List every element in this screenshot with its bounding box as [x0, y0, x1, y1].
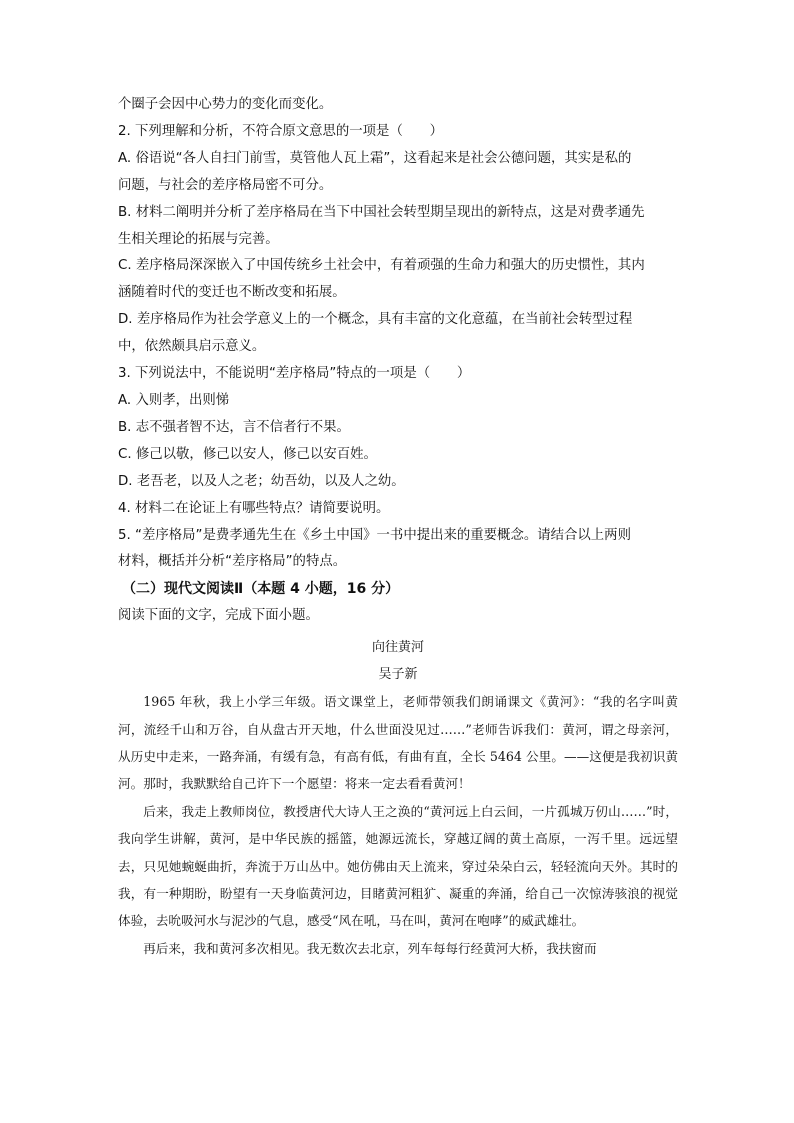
question-2-option-a: A. 俗语说“各人自扫门前雪，莫管他人瓦上霜”，这看起来是社会公德问题，其实是私的 — [118, 150, 632, 166]
question-3-option-a: A. 入则孝，出则悌 — [118, 392, 230, 408]
question-2-option-d-cont: 中，依然颇具启示意义。 — [118, 339, 266, 355]
question-3-option-c: C. 修己以敬，修己以安人，修己以安百姓。 — [118, 446, 377, 462]
question-3-option-d: D. 老吾老，以及人之老；幼吾幼，以及人之幼。 — [118, 473, 405, 489]
essay-paragraph-1: 1965 年秋，我上小学三年级。语文课堂上，老师带领我们朗诵课文《黄河》：“我的名字叫黄河，流经千山和万谷，自从盘古开天地，什么世面没见过……”老师告诉我们：黄河，谓之母亲河，从历史中走来，一路奔涌，有缓有急，有高有低，有曲有直，全长 5464 公里。——这便是我初识黄河。那时，我默默给自己许下一个愿望：将来一定去看看黄河！ — [118, 694, 678, 792]
essay — [118, 634, 678, 962]
question-2-option-a-cont: 问题，与社会的差序格局密不可分。 — [118, 177, 333, 193]
essay-paragraph-3: 再后来，我和黄河多次相见。我无数次去北京，列车每每行经黄河大桥，我扶窗而 — [143, 940, 597, 956]
question-5-cont: 材料，概括并分析“差序格局”的特点。 — [118, 554, 347, 570]
question-2-stem: 2. 下列理解和分析，不符合原文意思的一项是（ ） — [118, 123, 444, 139]
essay-paragraph-2: 后来，我走上教师岗位，教授唐代大诗人王之涣的“黄河远上白云间，一片孤城万仞山……”时，我向学生讲解，黄河，是中华民族的摇篮，她源远流长，穿越辽阔的黄土高原，一泻千里。远远望去，只见她蜿蜒曲折，奔流于万山丛中。她仿佛由天上流来，穿过朵朵白云，轻轻流向天外。其时的我，有一种期盼，盼望有一天身临黄河边，目睹黄河粗犷、凝重的奔涌，给自己一次惊涛骇浪的视觉体验，去吮吸河水与泥沙的气息，感受“风在吼，马在叫，黄河在咆哮”的威武雄壮。 — [118, 803, 678, 929]
document-page — [118, 92, 678, 962]
question-2-option-b-cont: 生相关理论的拓展与完善。 — [118, 231, 279, 247]
question-3-stem: 3. 下列说法中，不能说明“差序格局”特点的一项是（ ） — [118, 366, 471, 382]
question-2-option-c-cont: 涵随着时代的变迁也不断改变和拓展。 — [118, 285, 346, 301]
question-4: 4. 材料二在论证上有哪些特点？请简要说明。 — [118, 500, 390, 516]
question-5: 5. “差序格局”是费孝通先生在《乡土中国》一书中提出来的重要概念。请结合以上两则 — [118, 527, 631, 543]
question-3-option-b: B. 志不强者智不达，言不信者行不果。 — [118, 419, 350, 435]
reading-instruction: 阅读下面的文字，完成下面小题。 — [118, 608, 319, 624]
question-2-option-c: C. 差序格局深深嵌入了中国传统乡土社会中，有着顽强的生命力和强大的历史惯性，其内 — [118, 258, 645, 274]
essay-title: 向往黄河 — [371, 640, 424, 656]
essay-author: 吴子新 — [378, 667, 418, 683]
text-line: 个圈子会因中心势力的变化而变化。 — [118, 97, 333, 112]
question-2-option-d: D. 差序格局作为社会学意义上的一个概念，具有丰富的文化意蕴，在当前社会转型过程 — [118, 312, 633, 328]
question-2-option-b: B. 材料二阐明并分析了差序格局在当下中国社会转型期呈现出的新特点，这是对费孝通先 — [118, 204, 645, 220]
section-heading: （二）现代文阅读Ⅱ（本题 4 小题，16 分） — [122, 581, 400, 598]
